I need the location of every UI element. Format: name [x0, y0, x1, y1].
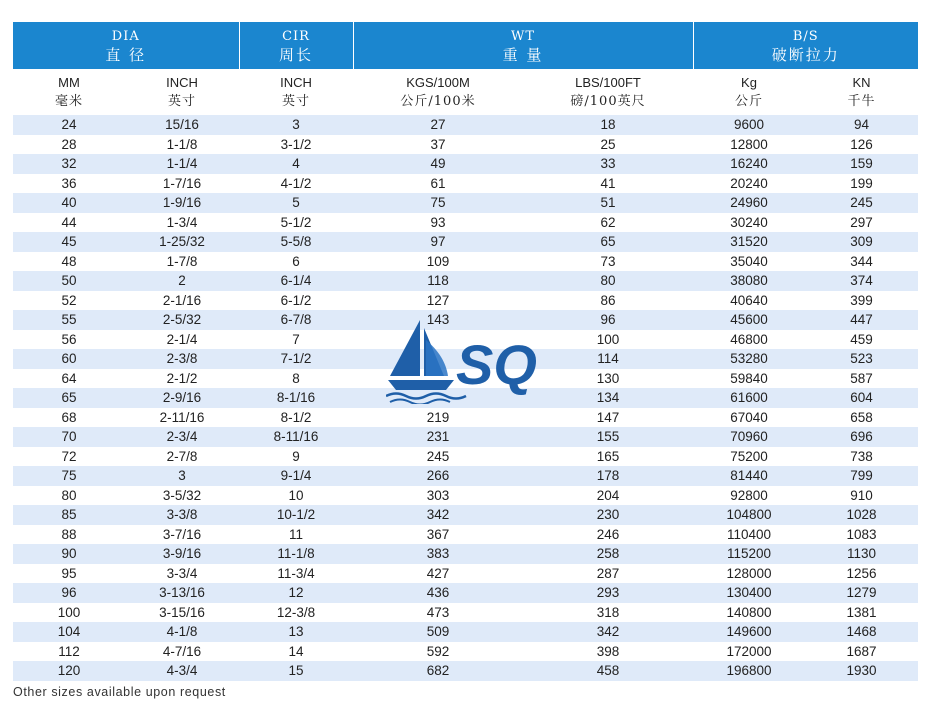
- cell-kg: 92800: [693, 486, 805, 506]
- column-header-en: MM: [58, 75, 80, 90]
- cell-kgs-100m: 75: [353, 193, 523, 213]
- cell-kg: 140800: [693, 603, 805, 623]
- cell-inch-dia: 3-3/8: [125, 505, 239, 525]
- table-row: [13, 642, 918, 662]
- cell-kg: 53280: [693, 349, 805, 369]
- group-header-en: WT: [510, 28, 536, 44]
- cell-kn: 297: [805, 213, 918, 233]
- cell-inch-cir: 5: [239, 193, 353, 213]
- cell-inch-cir: 13: [239, 622, 353, 642]
- cell-mm: 120: [13, 661, 125, 681]
- cell-inch-dia: 4-7/16: [125, 642, 239, 662]
- table-row: [13, 447, 918, 467]
- cell-kgs-100m: 303: [353, 486, 523, 506]
- cell-kn: 604: [805, 388, 918, 408]
- cell-inch-dia: 3-13/16: [125, 583, 239, 603]
- cell-lbs-100ft: 114: [523, 349, 693, 369]
- cell-kg: 46800: [693, 330, 805, 350]
- cell-mm: 88: [13, 525, 125, 545]
- table-row: [13, 603, 918, 623]
- table-row: [13, 135, 918, 155]
- cell-inch-cir: 3: [239, 115, 353, 135]
- group-header-zh: 周长: [278, 45, 313, 64]
- cell-lbs-100ft: 178: [523, 466, 693, 486]
- cell-mm: 44: [13, 213, 125, 233]
- cell-inch-dia: 4-3/4: [125, 661, 239, 681]
- cell-lbs-100ft: 65: [523, 232, 693, 252]
- cell-inch-dia: 2-1/4: [125, 330, 239, 350]
- cell-inch-cir: 8: [239, 369, 353, 389]
- sailboat-icon: [386, 318, 554, 404]
- cell-lbs-100ft: 86: [523, 291, 693, 311]
- table-row: [13, 622, 918, 642]
- column-header-en: Kg: [741, 75, 757, 90]
- column-header-en: INCH: [166, 75, 198, 90]
- cell-kg: 67040: [693, 408, 805, 428]
- cell-mm: 40: [13, 193, 125, 213]
- table-row: [13, 213, 918, 233]
- cell-kn: 309: [805, 232, 918, 252]
- table-row: [13, 174, 918, 194]
- cell-kgs-100m: 118: [353, 271, 523, 291]
- cell-kg: 45600: [693, 310, 805, 330]
- cell-lbs-100ft: 62: [523, 213, 693, 233]
- table-row: [13, 466, 918, 486]
- cell-lbs-100ft: 165: [523, 447, 693, 467]
- cell-kgs-100m: 93: [353, 213, 523, 233]
- table-row: [13, 115, 918, 135]
- cell-kgs-100m: 219: [353, 408, 523, 428]
- cell-kg: 70960: [693, 427, 805, 447]
- cell-kgs-100m: 49: [353, 154, 523, 174]
- cell-inch-dia: 3: [125, 466, 239, 486]
- cell-kg: 30240: [693, 213, 805, 233]
- column-header-en: KGS/100M: [406, 75, 470, 90]
- cell-kgs-100m: 97: [353, 232, 523, 252]
- cell-kg: 38080: [693, 271, 805, 291]
- table-row: [13, 544, 918, 564]
- cell-kgs-100m: 266: [353, 466, 523, 486]
- cell-kg: 16240: [693, 154, 805, 174]
- column-header-kg: [693, 69, 805, 115]
- cell-inch-dia: 2-11/16: [125, 408, 239, 428]
- cell-kn: 1381: [805, 603, 918, 623]
- cell-inch-cir: 9-1/4: [239, 466, 353, 486]
- cell-lbs-100ft: 96: [523, 310, 693, 330]
- cell-kgs-100m: 509: [353, 622, 523, 642]
- cell-kn: 374: [805, 271, 918, 291]
- cell-kgs-100m: 592: [353, 642, 523, 662]
- cell-kgs-100m: 427: [353, 564, 523, 584]
- cell-inch-cir: 7: [239, 330, 353, 350]
- column-header-inch-dia: [125, 69, 239, 115]
- cell-kg: 115200: [693, 544, 805, 564]
- cell-lbs-100ft: 155: [523, 427, 693, 447]
- cell-kgs-100m: 109: [353, 252, 523, 272]
- cell-kn: 159: [805, 154, 918, 174]
- cell-kg: 20240: [693, 174, 805, 194]
- cell-mm: 112: [13, 642, 125, 662]
- cell-kgs-100m: 682: [353, 661, 523, 681]
- cell-kn: 245: [805, 193, 918, 213]
- cell-mm: 36: [13, 174, 125, 194]
- cell-kn: 738: [805, 447, 918, 467]
- cell-kgs-100m: 127: [353, 291, 523, 311]
- cell-kg: 172000: [693, 642, 805, 662]
- cell-kn: 658: [805, 408, 918, 428]
- cell-kn: 696: [805, 427, 918, 447]
- cell-inch-cir: 6: [239, 252, 353, 272]
- table-row: [13, 564, 918, 584]
- cell-kn: 94: [805, 115, 918, 135]
- cell-mm: 70: [13, 427, 125, 447]
- cell-kgs-100m: 245: [353, 447, 523, 467]
- cell-kn: 447: [805, 310, 918, 330]
- cell-inch-dia: 2-9/16: [125, 388, 239, 408]
- cell-inch-cir: 14: [239, 642, 353, 662]
- cell-inch-dia: 1-7/8: [125, 252, 239, 272]
- group-header-cir: [239, 22, 353, 69]
- cell-inch-cir: 10-1/2: [239, 505, 353, 525]
- cell-kn: 1279: [805, 583, 918, 603]
- cell-inch-dia: 1-7/16: [125, 174, 239, 194]
- table-row: [13, 583, 918, 603]
- table-row: [13, 193, 918, 213]
- cell-inch-cir: 8-1/16: [239, 388, 353, 408]
- cell-mm: 64: [13, 369, 125, 389]
- cell-mm: 60: [13, 349, 125, 369]
- cell-lbs-100ft: 80: [523, 271, 693, 291]
- cell-inch-dia: 1-25/32: [125, 232, 239, 252]
- cell-inch-dia: 4-1/8: [125, 622, 239, 642]
- cell-inch-cir: 11-3/4: [239, 564, 353, 584]
- cell-inch-cir: 12: [239, 583, 353, 603]
- group-header-bs: [693, 22, 918, 69]
- cell-mm: 32: [13, 154, 125, 174]
- cell-inch-cir: 6-1/4: [239, 271, 353, 291]
- cell-kg: 75200: [693, 447, 805, 467]
- cell-inch-cir: 9: [239, 447, 353, 467]
- cell-lbs-100ft: 18: [523, 115, 693, 135]
- cell-lbs-100ft: 318: [523, 603, 693, 623]
- cell-inch-cir: 6-7/8: [239, 310, 353, 330]
- cell-lbs-100ft: 33: [523, 154, 693, 174]
- cell-kn: 344: [805, 252, 918, 272]
- cell-kg: 59840: [693, 369, 805, 389]
- cell-lbs-100ft: 41: [523, 174, 693, 194]
- cell-inch-dia: 2-1/2: [125, 369, 239, 389]
- table-row: [13, 232, 918, 252]
- cell-inch-dia: 3-15/16: [125, 603, 239, 623]
- cell-lbs-100ft: 134: [523, 388, 693, 408]
- cell-mm: 48: [13, 252, 125, 272]
- cell-kg: 81440: [693, 466, 805, 486]
- cell-inch-dia: 2-3/8: [125, 349, 239, 369]
- cell-lbs-100ft: 130: [523, 369, 693, 389]
- group-header-dia: [13, 22, 239, 69]
- cell-mm: 55: [13, 310, 125, 330]
- cell-inch-dia: 3-9/16: [125, 544, 239, 564]
- cell-kn: 199: [805, 174, 918, 194]
- column-header-en: KN: [852, 75, 871, 90]
- cell-kg: 31520: [693, 232, 805, 252]
- cell-lbs-100ft: 342: [523, 622, 693, 642]
- cell-lbs-100ft: 100: [523, 330, 693, 350]
- group-header-wt: [353, 22, 693, 69]
- group-header-zh: 直 径: [105, 45, 147, 64]
- cell-kg: 35040: [693, 252, 805, 272]
- cell-kg: 128000: [693, 564, 805, 584]
- cell-kn: 1256: [805, 564, 918, 584]
- cell-kn: 459: [805, 330, 918, 350]
- cell-kgs-100m: 231: [353, 427, 523, 447]
- cell-inch-dia: 3-7/16: [125, 525, 239, 545]
- column-header-inch-cir: [239, 69, 353, 115]
- cell-kgs-100m: 367: [353, 525, 523, 545]
- cell-mm: 24: [13, 115, 125, 135]
- cell-lbs-100ft: 246: [523, 525, 693, 545]
- cell-inch-dia: 1-3/4: [125, 213, 239, 233]
- cell-lbs-100ft: 73: [523, 252, 693, 272]
- cell-inch-cir: 8-11/16: [239, 427, 353, 447]
- cell-kn: 126: [805, 135, 918, 155]
- group-header-row: [13, 22, 918, 69]
- cell-kgs-100m: 436: [353, 583, 523, 603]
- cell-inch-dia: 3-3/4: [125, 564, 239, 584]
- cell-lbs-100ft: 458: [523, 661, 693, 681]
- column-header-mm: [13, 69, 125, 115]
- cell-lbs-100ft: 398: [523, 642, 693, 662]
- column-header-lbs: [523, 69, 693, 115]
- column-header-row: [13, 69, 918, 115]
- cell-kg: 104800: [693, 505, 805, 525]
- cell-mm: 52: [13, 291, 125, 311]
- cell-mm: 65: [13, 388, 125, 408]
- cell-kg: 9600: [693, 115, 805, 135]
- sq-logo-watermark: [386, 318, 554, 404]
- cell-mm: 75: [13, 466, 125, 486]
- cell-kn: 910: [805, 486, 918, 506]
- cell-inch-dia: 2-7/8: [125, 447, 239, 467]
- column-header-en: INCH: [280, 75, 312, 90]
- cell-mm: 80: [13, 486, 125, 506]
- cell-lbs-100ft: 51: [523, 193, 693, 213]
- group-header-zh: 破断拉力: [771, 45, 840, 64]
- cell-inch-cir: 10: [239, 486, 353, 506]
- cell-kgs-100m: 143: [353, 310, 523, 330]
- cell-inch-cir: 5-1/2: [239, 213, 353, 233]
- column-header-zh: 公斤/100米: [400, 94, 476, 109]
- cell-mm: 104: [13, 622, 125, 642]
- cell-mm: 56: [13, 330, 125, 350]
- cell-inch-cir: 11: [239, 525, 353, 545]
- cell-inch-cir: 8-1/2: [239, 408, 353, 428]
- column-header-zh: 英寸: [167, 94, 196, 109]
- footnote: Other sizes available upon request: [13, 685, 226, 699]
- cell-kg: 24960: [693, 193, 805, 213]
- column-header-zh: 毫米: [54, 94, 83, 109]
- cell-inch-cir: 7-1/2: [239, 349, 353, 369]
- cell-inch-cir: 4-1/2: [239, 174, 353, 194]
- cell-kgs-100m: 37: [353, 135, 523, 155]
- cell-inch-dia: 3-5/32: [125, 486, 239, 506]
- table-row: [13, 271, 918, 291]
- cell-inch-cir: 12-3/8: [239, 603, 353, 623]
- cell-inch-cir: 3-1/2: [239, 135, 353, 155]
- table-row: [13, 486, 918, 506]
- cell-kn: 399: [805, 291, 918, 311]
- cell-kg: 196800: [693, 661, 805, 681]
- cell-kn: 1468: [805, 622, 918, 642]
- logo-text: SQ: [456, 333, 537, 396]
- column-header-zh: 磅/100英尺: [570, 94, 646, 109]
- cell-lbs-100ft: 287: [523, 564, 693, 584]
- cell-inch-dia: 1-9/16: [125, 193, 239, 213]
- group-header-en: CIR: [282, 28, 310, 44]
- cell-lbs-100ft: 25: [523, 135, 693, 155]
- group-header-en: DIA: [111, 28, 140, 44]
- column-header-zh: 千牛: [847, 94, 876, 109]
- cell-kn: 1930: [805, 661, 918, 681]
- column-header-zh: 英寸: [281, 94, 310, 109]
- cell-kn: 1130: [805, 544, 918, 564]
- cell-lbs-100ft: 293: [523, 583, 693, 603]
- table-row: [13, 408, 918, 428]
- cell-kgs-100m: 61: [353, 174, 523, 194]
- column-header-kgs: [353, 69, 523, 115]
- cell-mm: 50: [13, 271, 125, 291]
- cell-kn: 523: [805, 349, 918, 369]
- cell-kn: 1028: [805, 505, 918, 525]
- cell-kg: 40640: [693, 291, 805, 311]
- cell-inch-cir: 6-1/2: [239, 291, 353, 311]
- cell-lbs-100ft: 230: [523, 505, 693, 525]
- cell-kgs-100m: 342: [353, 505, 523, 525]
- cell-mm: 90: [13, 544, 125, 564]
- table-row: [13, 505, 918, 525]
- cell-kn: 1687: [805, 642, 918, 662]
- cell-mm: 96: [13, 583, 125, 603]
- cell-lbs-100ft: 204: [523, 486, 693, 506]
- table-row: [13, 252, 918, 272]
- table-row: [13, 154, 918, 174]
- cell-mm: 100: [13, 603, 125, 623]
- cell-inch-cir: 5-5/8: [239, 232, 353, 252]
- cell-inch-cir: 11-1/8: [239, 544, 353, 564]
- column-header-kn: [805, 69, 918, 115]
- column-header-en: LBS/100FT: [575, 75, 641, 90]
- cell-kgs-100m: 27: [353, 115, 523, 135]
- group-header-en: B/S: [792, 28, 819, 44]
- cell-lbs-100ft: 147: [523, 408, 693, 428]
- cell-kg: 110400: [693, 525, 805, 545]
- cell-inch-cir: 15: [239, 661, 353, 681]
- cell-mm: 85: [13, 505, 125, 525]
- cell-kn: 799: [805, 466, 918, 486]
- cell-kg: 130400: [693, 583, 805, 603]
- cell-inch-dia: 1-1/8: [125, 135, 239, 155]
- table-row: [13, 291, 918, 311]
- cell-mm: 28: [13, 135, 125, 155]
- cell-kg: 12800: [693, 135, 805, 155]
- cell-kgs-100m: 383: [353, 544, 523, 564]
- cell-mm: 95: [13, 564, 125, 584]
- cell-mm: 68: [13, 408, 125, 428]
- cell-kn: 587: [805, 369, 918, 389]
- cell-inch-dia: 1-1/4: [125, 154, 239, 174]
- cell-inch-dia: 2-1/16: [125, 291, 239, 311]
- cell-inch-dia: 2-3/4: [125, 427, 239, 447]
- cell-lbs-100ft: 258: [523, 544, 693, 564]
- cell-kg: 149600: [693, 622, 805, 642]
- column-header-zh: 公斤: [734, 94, 763, 109]
- cell-inch-dia: 2: [125, 271, 239, 291]
- table-row: [13, 661, 918, 681]
- cell-kgs-100m: 473: [353, 603, 523, 623]
- cell-kn: 1083: [805, 525, 918, 545]
- cell-inch-dia: 15/16: [125, 115, 239, 135]
- table-row: [13, 525, 918, 545]
- cell-inch-dia: 2-5/32: [125, 310, 239, 330]
- cell-kg: 61600: [693, 388, 805, 408]
- cell-inch-cir: 4: [239, 154, 353, 174]
- cell-mm: 45: [13, 232, 125, 252]
- table-row: [13, 427, 918, 447]
- cell-mm: 72: [13, 447, 125, 467]
- group-header-zh: 重 量: [502, 45, 544, 64]
